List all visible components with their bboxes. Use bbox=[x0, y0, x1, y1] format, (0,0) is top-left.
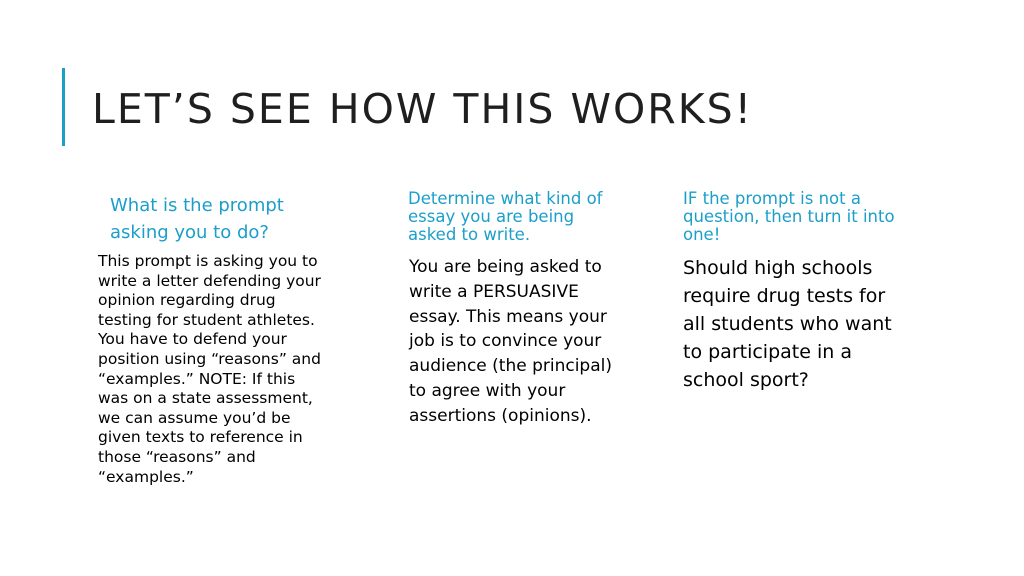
title-accent-bar bbox=[62, 68, 65, 146]
column-2-heading: Determine what kind of essay you are being asked to write. bbox=[408, 189, 603, 244]
column-3-heading: IF the prompt is not a question, then turn it into one! bbox=[683, 189, 895, 244]
column-1-body: This prompt is asking you to write a letter defending your opinion regarding drug testing for student athletes. You have to defend your position using “reasons” and “examples.” NOTE: If this was on a state assessment, we can assume you’d be given texts to reference in those “reasons” and “examples.” bbox=[98, 252, 321, 486]
column-3-body: Should high schools require drug tests for all students who want to participate in a school sport? bbox=[683, 257, 892, 391]
column-1-heading: What is the prompt asking you to do? bbox=[110, 195, 284, 243]
slide-title: LET’S SEE HOW THIS WORKS! bbox=[92, 85, 754, 133]
column-2-body: You are being asked to write a PERSUASIVE essay. This means your job is to convince your audience (the principal) to agree with your assertions (opinions). bbox=[409, 257, 612, 426]
